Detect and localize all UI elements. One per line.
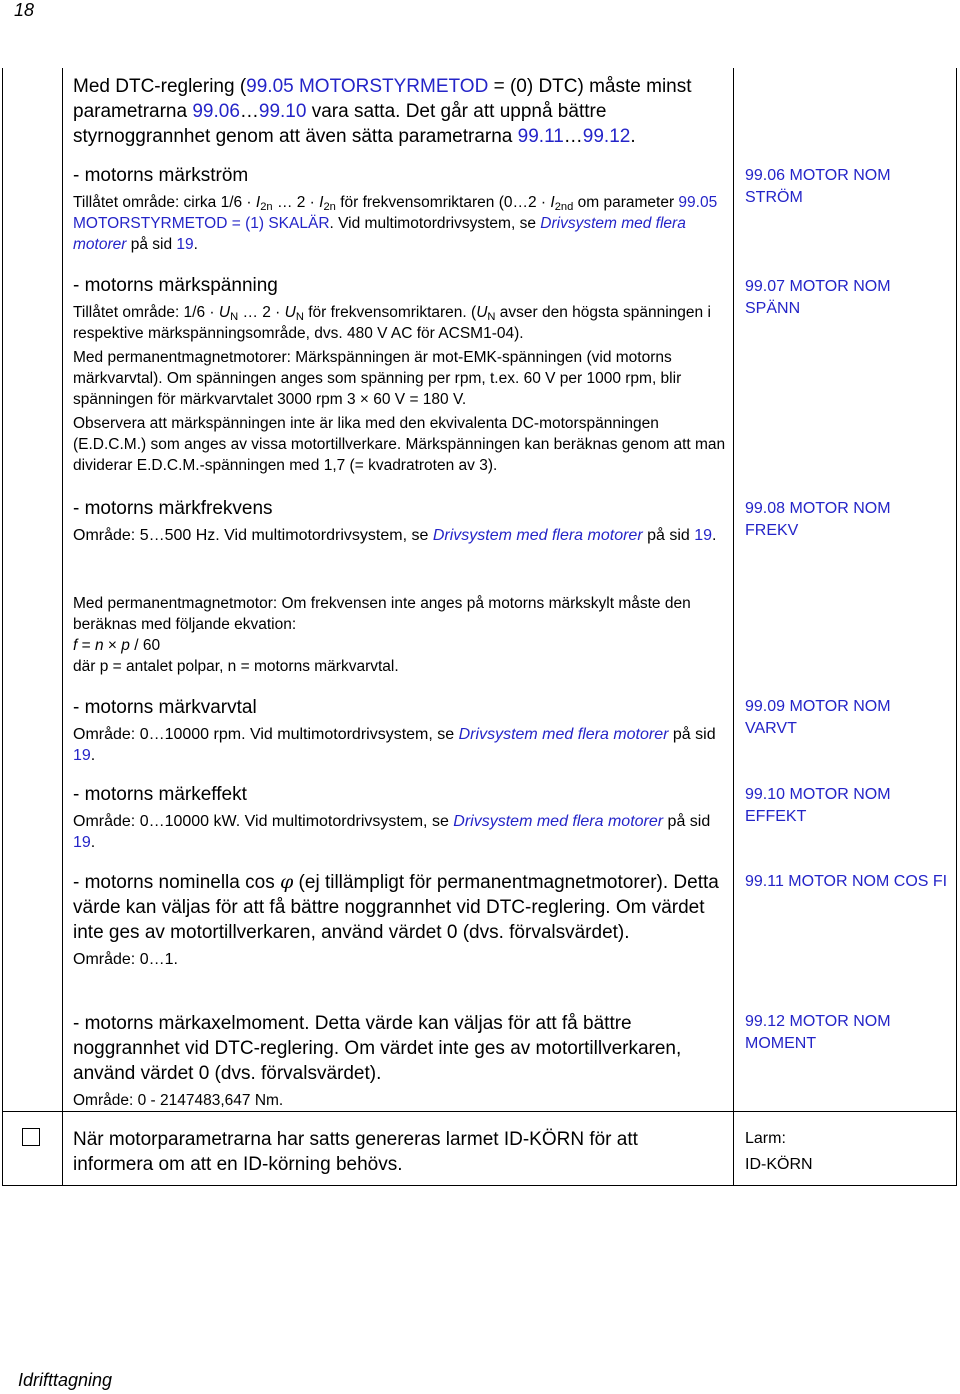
- param-label-99-11: 99.11 MOTOR NOM COS FI: [745, 873, 948, 890]
- section-heading: - motorns märkvarvtal: [73, 697, 257, 718]
- section-body: Område: 0…10000 kW. Vid multimotordrivsystem, se Drivsystem med flera motorer på sid 19.: [73, 813, 711, 851]
- section-heading: - motorns märkspänning: [73, 275, 278, 296]
- param-link-99-06[interactable]: 99.06: [192, 101, 240, 122]
- section-heading: - motorns nominella cos φ (ej tillämpligt för permanentmagnetmotorer). Detta värde kan väljas för att få bättre noggrannhet vid DTC-reglering. Om värdet inte ges av motortillverkaren, använd värdet 0 (dvs. förvalsvärdet).: [73, 871, 719, 943]
- alarm-label: Larm:: [745, 1130, 786, 1147]
- param-label-99-09: 99.09 MOTOR NOM VARVT: [745, 698, 891, 737]
- pm-frequency-note: Med permanentmagnetmotor: Om frekvensen inte anges på motorns märkskylt måste den beräknas med följande ekvation: f = n × p / 60 där p = antalet polpar, n = motorns märkvarvtal.: [73, 593, 733, 677]
- section-body: Tillåtet område: cirka $1/6 \cdot I_{2n}$ … $2 \cdot I_{2n}$ för frekvensomriktaren (0…2 · $I_{2nd}$ om parameter 99.05 MOTORSTYRMETOD = (1) SKALÄR. Vid multimotordrivsystem, se Drivsystem med flera motorer på sid 19.: [73, 194, 718, 253]
- intro-paragraph: Med DTC-reglering (99.05 MOTORSTYRMETOD = (0) DTC) måste minst parametrarna 99.06…99.10 vara satta. Det går att uppnå bättre styrnoggrannhet genom att även sätta parametrarna 99.11…99.12.: [73, 76, 692, 147]
- param-label-99-07: 99.07 MOTOR NOM SPÄNN: [745, 278, 891, 317]
- section-rated-torque: [73, 1011, 723, 1111]
- section-heading: - motorns märkström: [73, 165, 249, 186]
- footer-section-title: Idrifttagning: [18, 1370, 113, 1390]
- page-link[interactable]: 19: [694, 527, 713, 544]
- step-checkbox[interactable]: [22, 1128, 40, 1146]
- alarm-value: ID-KÖRN: [745, 1156, 813, 1173]
- section-rated-speed: [73, 696, 728, 766]
- page-link[interactable]: 19: [176, 236, 194, 253]
- cross-reference-link[interactable]: Drivsystem med flera motorer: [458, 726, 669, 743]
- param-link-99-05[interactable]: 99.05 MOTORSTYRMETOD = (1) SKALÄR: [73, 194, 718, 232]
- section-range: Område: 0 - 2147483,647 Nm.: [73, 1092, 284, 1109]
- section-range: Område: 0…1.: [73, 951, 178, 968]
- cross-reference-link[interactable]: Drivsystem med flera motorer: [453, 813, 664, 830]
- frequency-equation: f = n × p / 60: [73, 637, 161, 654]
- page-number: 18: [14, 0, 35, 20]
- section-body: Område: 0…10000 rpm. Vid multimotordrivsystem, se Drivsystem med flera motorer på sid 19.: [73, 726, 716, 764]
- section-body: Observera att märkspänningen inte är lika med den ekvivalenta DC-motorspänningen (E.D.C.M.) som anges av vissa motortillverkare. Märkspänningen kan beräknas genom att man dividerar E.D.C.M.-spänningen med 1,7 (= kvadratroten av 3).: [73, 415, 726, 474]
- column-divider-1: [62, 68, 63, 1186]
- param-label-99-10: 99.10 MOTOR NOM EFFEKT: [745, 786, 891, 825]
- section-body: Med permanentmagnetmotorer: Märkspänningen är mot-EMK-spänningen (vid motorns märkvarvtal). Om spänningen anges som spänning per rpm, t.ex. 60 V per 1000 rpm, blir spänningen för märkvarvtalet 3000 rpm 3 × 60 V = 180 V.: [73, 349, 682, 408]
- section-cos-phi: [73, 870, 723, 970]
- section-body: Område: 5…500 Hz. Vid multimotordrivsystem, se Drivsystem med flera motorer på sid 19.: [73, 527, 717, 544]
- section-heading: - motorns märkaxelmoment. Detta värde kan väljas för att få bättre noggrannhet vid DTC-reglering. Om värdet inte ges av motortillverkaren, använd värdet 0 (dvs. förvalsvärdet).: [73, 1013, 682, 1084]
- section-rated-power: [73, 783, 728, 853]
- column-divider-2: [733, 68, 734, 1186]
- cross-reference-link[interactable]: Drivsystem med flera motorer: [73, 215, 686, 253]
- table-row-divider: [2, 1111, 957, 1112]
- param-link-99-12[interactable]: 99.12: [582, 126, 631, 147]
- param-link-99-10[interactable]: 99.10: [258, 101, 307, 122]
- param-label-99-08: 99.08 MOTOR NOM FREKV: [745, 500, 891, 539]
- section-rated-current: [73, 164, 728, 255]
- section-rated-voltage: [73, 274, 728, 476]
- cross-reference-link[interactable]: Drivsystem med flera motorer: [432, 527, 643, 544]
- section-body: Tillåtet område: $1/6 \cdot U_N$ … $2 \cdot U_N$ för frekvensomriktaren. ($U_N$ avser den högsta spänningen i respektive märkspänningsområde, dvs. 480 V AC för ACSM1-04).: [73, 304, 711, 342]
- param-link-99-11[interactable]: 99.11: [517, 126, 564, 147]
- table-left-border: [2, 68, 3, 1186]
- param-link-99-05[interactable]: 99.05 MOTORSTYRMETOD: [246, 76, 489, 97]
- section-rated-frequency: [73, 497, 728, 546]
- page-link[interactable]: 19: [73, 834, 91, 851]
- section-heading: - motorns märkfrekvens: [73, 498, 273, 519]
- param-label-99-06: 99.06 MOTOR NOM STRÖM: [745, 167, 891, 206]
- section-heading: - motorns märkeffekt: [73, 784, 247, 805]
- final-instruction: När motorparametrarna har satts genereras larmet ID-KÖRN för att informera om att en ID-körning behövs.: [73, 1129, 638, 1175]
- page-link[interactable]: 19: [73, 747, 91, 764]
- param-label-99-12: 99.12 MOTOR NOM MOMENT: [745, 1013, 891, 1052]
- table-bottom-border: [2, 1185, 957, 1186]
- table-right-border: [956, 68, 957, 1186]
